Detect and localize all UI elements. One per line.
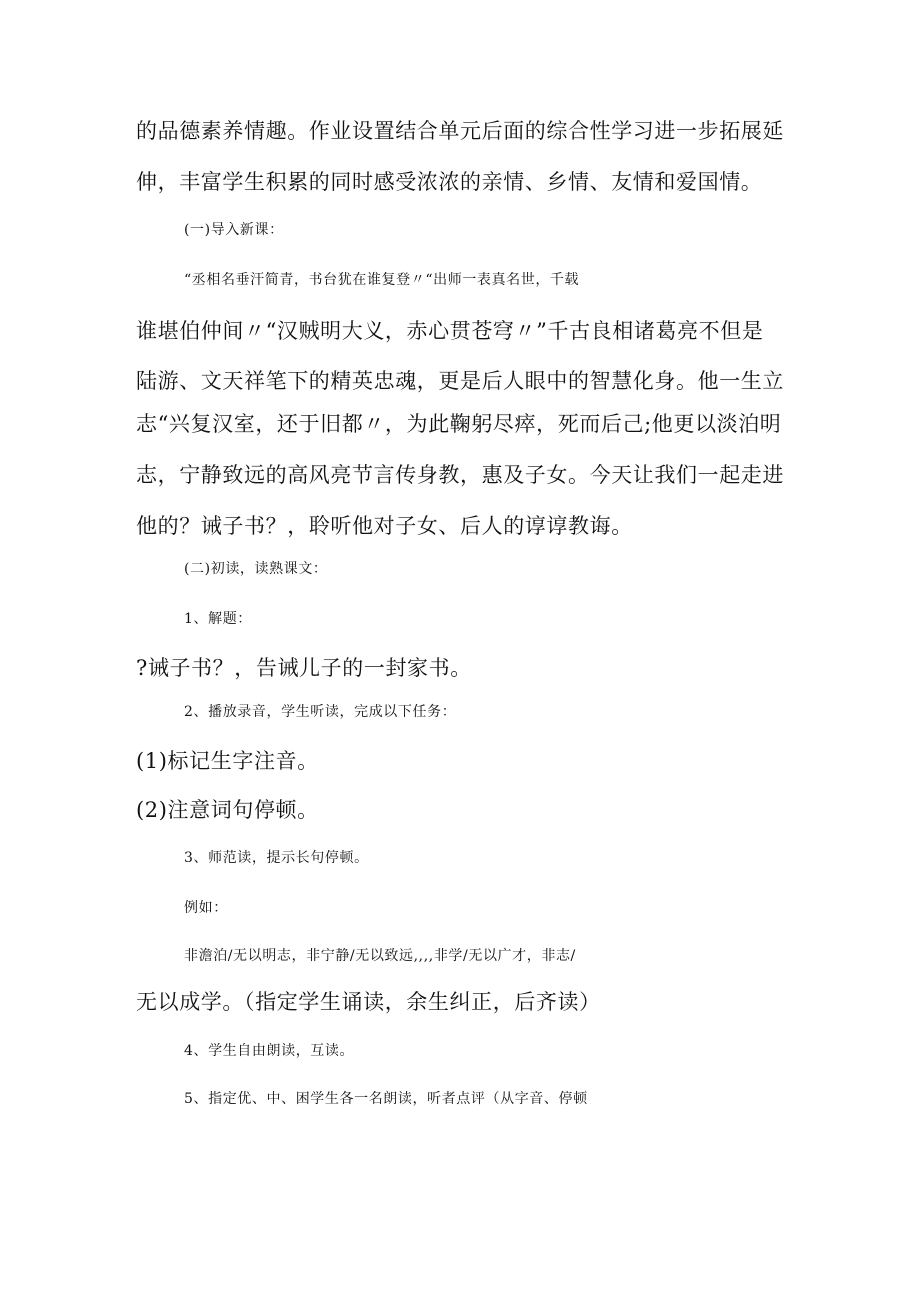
text-line: 4、学生自由朗读，互读。 xyxy=(184,1043,355,1059)
text-line: 他的？诫子书？，聆听他对子女、后人的谆谆教诲。 xyxy=(136,514,633,538)
text-line: 3、师范读，提示长句停顿。 xyxy=(184,850,369,866)
text-line: “丞相名垂汗简青，书台犹在谁复登〃“出师一表真名世，千载 xyxy=(184,272,580,288)
text-line: (2)注意词句停顿。 xyxy=(136,798,319,822)
text-line: 5、指定优、中、困学生各一名朗读，听者点评（从字音、停顿 xyxy=(184,1091,588,1107)
text-line: 志，宁静致远的高风亮节言传身教，惠及子女。今天让我们一起走进 xyxy=(136,463,784,487)
text-line: 志“兴复汉室，还于旧都〃，为此鞠躬尽瘁，死而后己;他更以淡泊明 xyxy=(136,412,782,436)
text-line: 非澹泊/无以明志，非宁静/无以致远,,,,非学/无以广才，非志/ xyxy=(184,948,576,964)
text-line: 例如： xyxy=(184,900,228,916)
text-line: ?诫子书？，告诫儿子的一封家书。 xyxy=(136,656,472,680)
text-line: 无以成学。（指定学生诵读，余生纠正，后齐读） xyxy=(136,990,601,1014)
text-line: 谁堪伯仲间〃“汉贼明大义，赤心贯苍穹〃”千古良相诸葛亮不但是 xyxy=(136,319,764,343)
text-line: 伸，丰富学生积累的同时感受浓浓的亲情、乡情、友情和爱国情。 xyxy=(136,170,763,194)
text-line: (1)标记生字注音。 xyxy=(136,749,319,773)
text-line: 2、播放录音，学生听读，完成以下任务： xyxy=(184,704,457,720)
text-line: 陆游、文天祥笔下的精英忠魂，更是后人眼中的智慧化身。他一生立 xyxy=(136,369,784,393)
text-line: 1、解题： xyxy=(184,611,252,627)
text-line: 的品德素养情趣。作业设置结合单元后面的综合性学习进一步拓展延 xyxy=(136,119,784,143)
section-heading: (二)初读，读熟课文： xyxy=(184,561,328,577)
section-heading: (一)导入新课： xyxy=(184,222,284,238)
